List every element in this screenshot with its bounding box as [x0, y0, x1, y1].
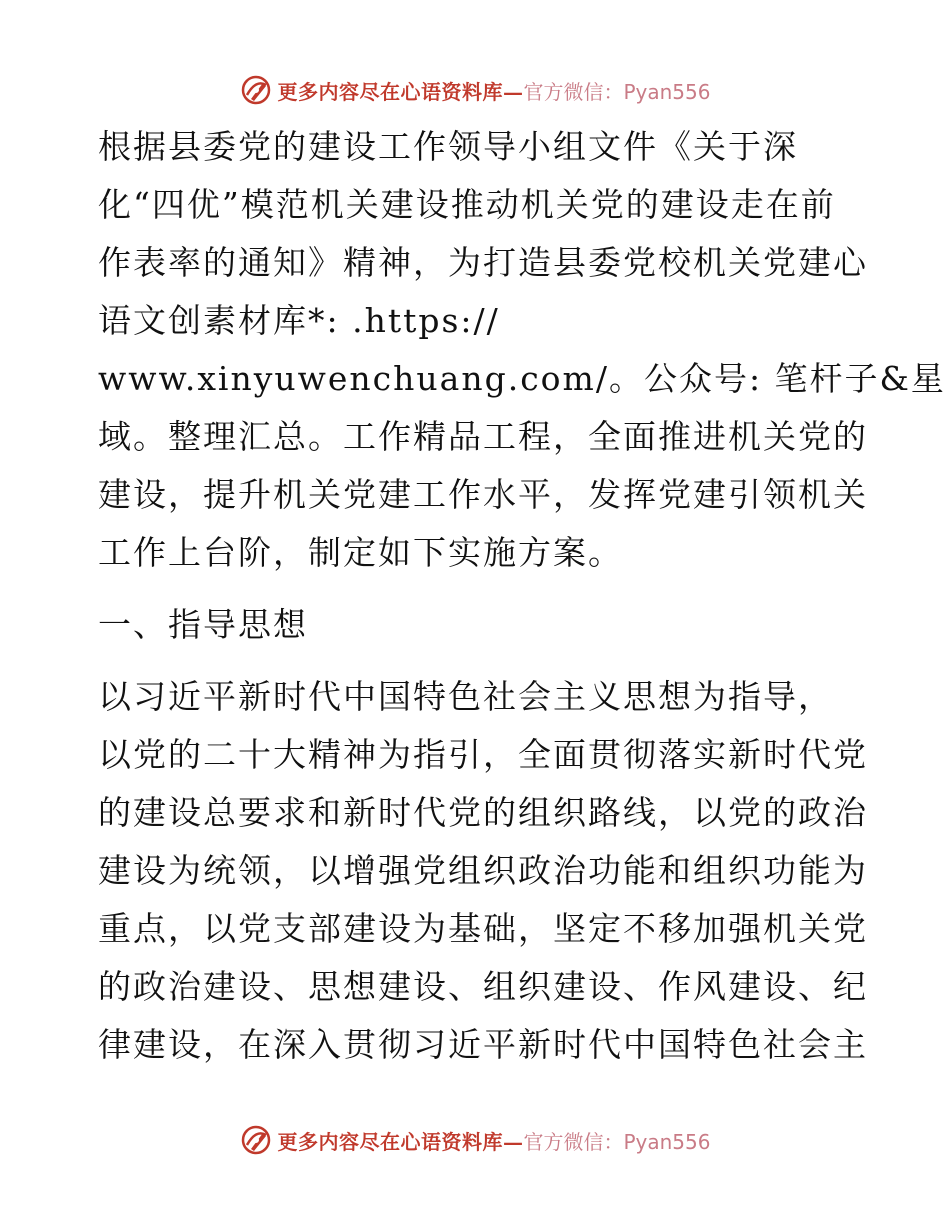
paragraph-line: 的建设总要求和新时代党的组织路线，以党的政治	[98, 793, 868, 832]
paragraph-line: 重点，以党支部建设为基础，坚定不移加强机关党	[98, 909, 868, 948]
paragraph-line: 建设，提升机关党建工作水平，发挥党建引领机关	[98, 475, 868, 514]
section-heading: 一、指导思想	[98, 605, 308, 644]
pen-swirl-logo-icon	[239, 73, 273, 107]
paragraph-line: 化“四优”模范机关建设推动机关党的建设走在前	[98, 185, 836, 224]
paragraph-line: 域。整理汇总。工作精品工程，全面推进机关党的	[98, 417, 868, 456]
banner-suffix: 官方微信：Pyan556	[523, 1129, 711, 1154]
pen-swirl-logo-icon	[239, 1123, 273, 1157]
paragraph-line: 根据县委党的建设工作领导小组文件《关于深	[98, 127, 798, 166]
banner-prefix: 更多内容尽在心语资料库—	[277, 1129, 524, 1154]
paragraph-line: 以党的二十大精神为指引，全面贯彻落实新时代党	[98, 735, 868, 774]
paragraph-line: 律建设，在深入贯彻习近平新时代中国特色社会主	[98, 1025, 868, 1064]
paragraph-line: 以习近平新时代中国特色社会主义思想为指导，	[98, 677, 833, 716]
paragraph-line: 建设为统领，以增强党组织政治功能和组织功能为	[98, 851, 868, 890]
header-banner	[0, 70, 950, 110]
banner-suffix: 官方微信：Pyan556	[523, 79, 711, 104]
paragraph-line: 的政治建设、思想建设、组织建设、作风建设、纪	[98, 967, 868, 1006]
paragraph-line: 语文创素材库*: .https://	[98, 301, 500, 340]
document-body	[98, 118, 946, 1074]
banner-prefix: 更多内容尽在心语资料库—	[277, 79, 524, 104]
footer-banner	[0, 1120, 950, 1160]
paragraph-line: 工作上台阶，制定如下实施方案。	[98, 533, 623, 572]
paragraph-line: 作表率的通知》精神，为打造县委党校机关党建心	[98, 243, 868, 282]
paragraph-line: www.xinyuwenchuang.com/。公众号: 笔杆子&星	[98, 359, 946, 398]
